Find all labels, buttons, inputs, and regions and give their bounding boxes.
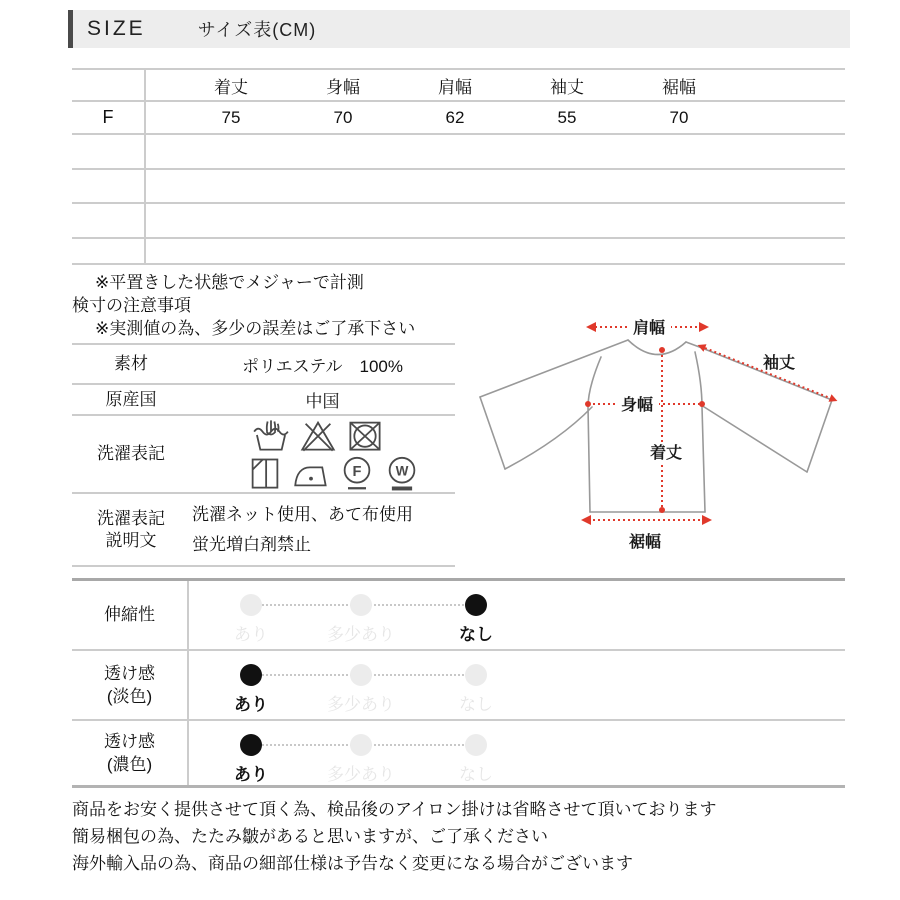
rating-option-label: あり [234, 764, 268, 784]
sleeve-length-label: 袖丈 [762, 355, 796, 372]
size-table [72, 68, 845, 265]
note-line: 検寸の注意事項 [72, 296, 191, 315]
fabric-ratings-table [72, 578, 845, 788]
empty-cell [145, 134, 175, 169]
note-line: ※平置きした状態でメジャーで計測 [95, 273, 364, 292]
care-desc-label-line2: 説明文 [105, 530, 157, 550]
empty-cell [145, 169, 175, 203]
rating-dot-unselected [350, 664, 372, 686]
empty-cell [72, 203, 145, 238]
rating-row-label [72, 650, 188, 720]
disclaimer-line: 商品をお安く提供させて頂く為、検品後のアイロン掛けは省略させて頂いております [72, 800, 717, 819]
size-value-filler [735, 101, 845, 134]
do-not-tumble-dry-icon [345, 417, 385, 453]
size-col-filler [735, 69, 845, 101]
empty-cell [175, 203, 845, 238]
hem-width-label: 裾幅 [628, 534, 662, 551]
spacer-cell [145, 101, 175, 134]
wet-clean-w-icon [383, 455, 421, 491]
size-table-empty-row [72, 203, 845, 238]
rating-option-label: 多少あり [327, 625, 395, 644]
size-col-header: 袖丈 [511, 69, 623, 101]
material-value: ポリエステル 100% [190, 344, 455, 384]
rating-dot-unselected [465, 664, 487, 686]
size-value: 70 [623, 101, 735, 134]
material-row [72, 344, 455, 384]
length-label: 着丈 [649, 445, 683, 462]
rating-dot-selected [465, 594, 487, 616]
garment-diagram-svg [455, 300, 845, 560]
spacer-cell [145, 69, 175, 101]
rating-label-line: (淡色) [106, 686, 153, 706]
disclaimer-line: 簡易梱包の為、たたみ皺があると思いますが、ご了承ください [72, 827, 548, 846]
rating-dot-unselected [350, 594, 372, 616]
rating-option-label: なし [459, 764, 493, 784]
line-dry-in-shade-icon [246, 455, 284, 491]
origin-row [72, 384, 455, 415]
disclaimer-line: 海外輸入品の為、商品の細部仕様は予告なく変更になる場合がございます [72, 854, 633, 873]
rating-dot-unselected [465, 734, 487, 756]
hand-wash-icon [251, 417, 291, 453]
care-desc-label [72, 493, 190, 566]
size-value: 55 [511, 101, 623, 134]
spec-table-grid [72, 343, 455, 567]
garment-measurement-diagram [455, 300, 845, 565]
dry-clean-letter: F [352, 463, 362, 480]
care-desc-label-line1: 洗濯表記 [97, 508, 165, 528]
rating-scale [188, 720, 845, 787]
origin-label: 原産国 [72, 384, 190, 415]
rating-label-line: 透け感 [104, 663, 155, 683]
sheerness-dark-rating-row [72, 720, 845, 787]
size-value: 62 [399, 101, 511, 134]
size-value: 70 [287, 101, 399, 134]
care-label: 洗濯表記 [72, 415, 190, 493]
rating-option-label: なし [459, 694, 493, 714]
rating-dot-selected [240, 664, 262, 686]
size-value: 75 [175, 101, 287, 134]
size-table-row-F [72, 101, 845, 134]
wet-clean-letter: W [395, 463, 409, 479]
rating-row-label [72, 580, 188, 650]
rating-option-label: 多少あり [327, 694, 395, 714]
dry-clean-f-icon [338, 455, 376, 491]
rating-dot-unselected [240, 594, 262, 616]
care-symbols-row [72, 415, 455, 493]
rating-option-label: あり [234, 694, 268, 714]
shoulder-width-label: 肩幅 [632, 320, 666, 337]
material-label: 素材 [72, 344, 190, 384]
rating-scale [188, 650, 845, 720]
care-desc-line: 洗濯ネット使用、あて布使用 [192, 504, 413, 524]
care-description-row [72, 493, 455, 566]
size-table-grid [72, 68, 845, 265]
empty-cell [145, 203, 175, 238]
empty-cell [72, 238, 145, 264]
measurement-arrowheads [581, 322, 837, 525]
empty-cell [175, 169, 845, 203]
size-section-header [68, 10, 850, 48]
rating-dot-selected [240, 734, 262, 756]
size-header-en: SIZE [87, 17, 146, 40]
care-desc-value [190, 493, 455, 566]
size-header-ja: サイズ表(CM) [197, 20, 317, 40]
origin-value: 中国 [190, 384, 455, 415]
empty-cell [145, 238, 175, 264]
size-row-label: F [72, 101, 145, 134]
rating-option-label: 多少あり [327, 764, 395, 784]
size-table-header-row [72, 69, 845, 101]
rating-scale [188, 580, 845, 650]
size-table-empty-row [72, 134, 845, 169]
note-line: ※実測値の為、多少の誤差はご了承下さい [95, 319, 416, 338]
size-col-header: 身幅 [287, 69, 399, 101]
rating-label-line: (濃色) [106, 754, 153, 774]
size-col-corner [72, 69, 145, 101]
size-col-header: 着丈 [175, 69, 287, 101]
product-disclaimer-notes [72, 796, 867, 877]
size-table-empty-row [72, 238, 845, 264]
rating-label-line: 伸縮性 [104, 605, 155, 625]
measurement-notes [72, 271, 415, 340]
do-not-bleach-icon [298, 417, 338, 453]
empty-cell [175, 134, 845, 169]
rating-row-label [72, 720, 188, 787]
laundry-care-icons [190, 417, 455, 491]
empty-cell [175, 238, 845, 264]
iron-low-heat-icon [291, 455, 331, 491]
sheerness-light-rating-row [72, 650, 845, 720]
empty-cell [72, 169, 145, 203]
rating-dot-unselected [350, 734, 372, 756]
chest-width-label: 身幅 [620, 397, 654, 414]
rating-option-label: あり [234, 625, 268, 644]
ratings-grid [72, 578, 845, 788]
empty-cell [72, 134, 145, 169]
size-table-empty-row [72, 169, 845, 203]
care-desc-line: 蛍光増白剤禁止 [192, 534, 311, 554]
stretch-rating-row [72, 580, 845, 650]
rating-label-line: 透け感 [104, 731, 155, 751]
size-col-header: 肩幅 [399, 69, 511, 101]
spec-table [72, 343, 455, 567]
size-col-header: 裾幅 [623, 69, 735, 101]
rating-option-label: なし [459, 625, 493, 644]
